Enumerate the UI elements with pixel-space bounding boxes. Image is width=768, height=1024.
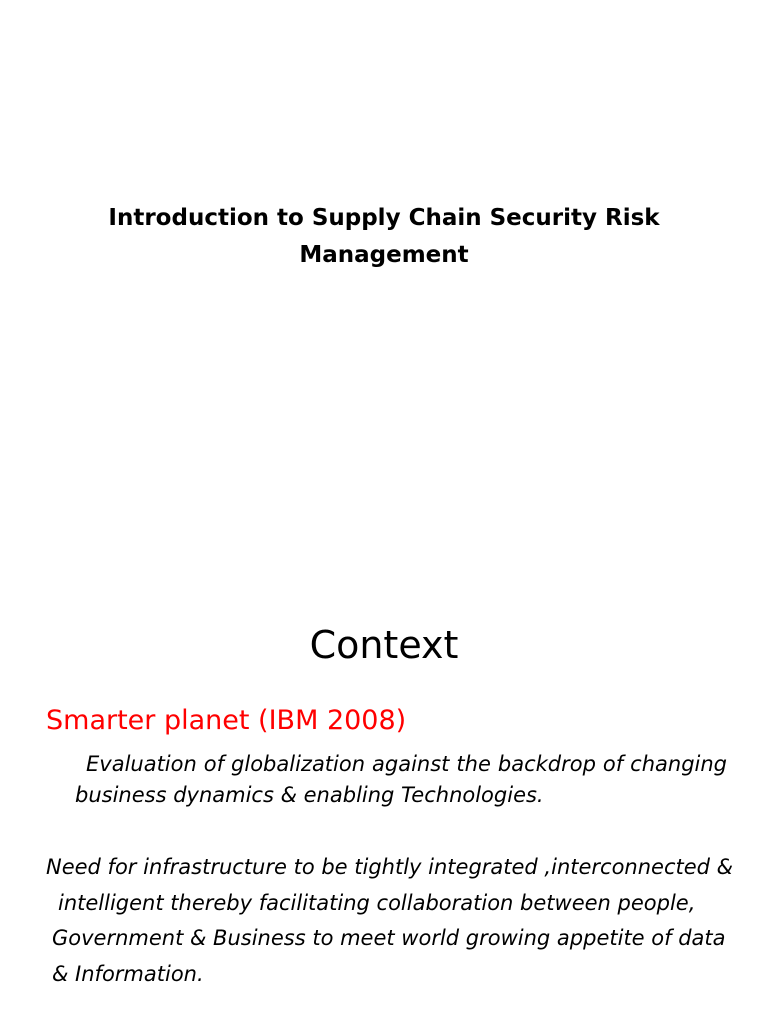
infrastructure-paragraph — [46, 850, 733, 992]
infrastructure-paragraph-line-2: intelligent thereby facilitating collaboration between people, — [58, 890, 696, 915]
slide-title-line-2: Management — [299, 242, 469, 268]
slide-title-line-1: Introduction to Supply Chain Security Risk — [108, 205, 660, 231]
infrastructure-paragraph-line-4: & Information. — [52, 961, 204, 986]
smarter-planet-subheading: Smarter planet (IBM 2008) — [46, 705, 407, 736]
context-heading: Context — [309, 623, 459, 667]
evaluation-paragraph-line-2: business dynamics & enabling Technologies. — [75, 783, 544, 807]
infrastructure-paragraph-line-3: Government & Business to meet world growing appetite of data — [52, 926, 726, 950]
slide-title — [0, 200, 768, 274]
evaluation-paragraph-line-1: Evaluation of globalization against the backdrop of changing — [86, 752, 727, 776]
infrastructure-paragraph-line-1: Need for infrastructure to be tightly integrated ,interconnected & — [46, 855, 734, 879]
evaluation-paragraph — [75, 749, 727, 811]
